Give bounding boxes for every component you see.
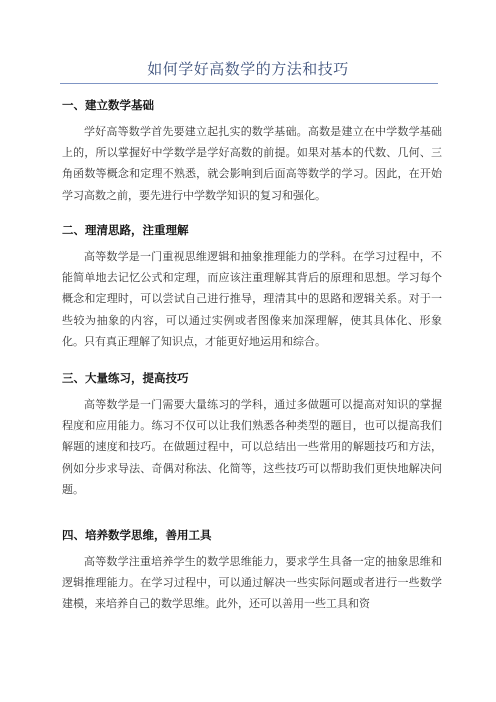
section-heading: 一、建立数学基础 — [62, 98, 154, 112]
section-3 — [62, 367, 442, 500]
document-title: 如何学好高数学的方法和技巧 — [147, 60, 349, 78]
section-paragraph: 高等数学是一门重视思维逻辑和抽象推理能力的学科。在学习过程中，不能简单地去记忆公式和定理，而应该注重理解其背后的原理和思想。学习每个概念和定理时，可以尝试自己进行推导，理清其中的思路和逻辑关系。对于一些较为抽象的内容，可以通过实例或者图像来加深理解，使其具体化、形象化。只有真正理解了知识点，才能更好地运用和综合。 — [62, 250, 442, 348]
title-underline — [60, 83, 438, 84]
section-paragraph: 学好高等数学首先要建立起扎实的数学基础。高数是建立在中学数学基础上的，所以掌握好中学数学是学好高数的前提。如果对基本的代数、几何、三角函数等概念和定理不熟悉，就会影响到后面高等数学的学习。因此，在开始学习高数之前，要先进行中学数学知识的复习和强化。 — [62, 125, 442, 202]
section-heading: 三、大量练习，提高技巧 — [62, 371, 189, 385]
section-4 — [62, 524, 442, 615]
section-heading: 二、理清思路，注重理解 — [62, 223, 189, 237]
section-heading: 四、培养数学思维，善用工具 — [62, 528, 212, 542]
section-2 — [62, 219, 442, 352]
section-1 — [62, 94, 442, 206]
section-paragraph: 高等数学是一门需要大量练习的学科，通过多做题可以提高对知识的掌握程度和应用能力。练习不仅可以让我们熟悉各种类型的题目，也可以提高我们解题的速度和技巧。在做题过程中，可以总结出一些常用的解题技巧和方法，例如分步求导法、奇偶对称法、化简等，这些技巧可以帮助我们更快地解决问题。 — [62, 398, 442, 496]
section-paragraph: 高等数学注重培养学生的数学思维能力，要求学生具备一定的抽象思维和逻辑推理能力。在学习过程中，可以通过解决一些实际问题或者进行一些数学建模，来培养自己的数学思维。此外，还可以善用一些工具和资 — [62, 555, 442, 611]
